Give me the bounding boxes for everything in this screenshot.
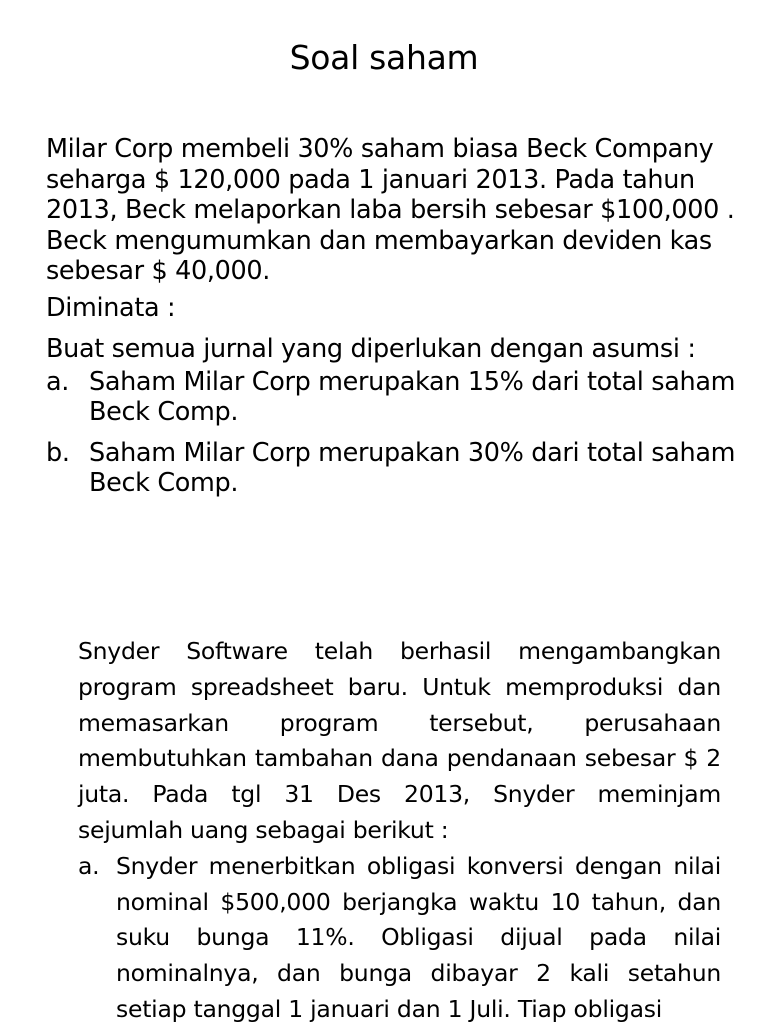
problem-one-intro: Milar Corp membeli 30% saham biasa Beck Company seharga $ 120,000 pada 1 januari 2013. Pada tahun 2013, Beck melaporkan laba bersih sebesar $100,000 . Beck mengumumkan dan membayarkan deviden kas sebesar $ 40,000. [46,134,735,286]
list-item-text: Saham Milar Corp merupakan 15% dari total saham Beck Comp. [89,366,736,427]
problem-one-section [46,134,746,509]
problem-one-instruction: Buat semua jurnal yang diperlukan dengan asumsi : [46,333,696,364]
problem-two-section [78,634,721,1028]
list-item-text: Saham Milar Corp merupakan 30% dari total saham Beck Comp. [89,437,736,498]
problem-two-intro: Snyder Software telah berhasil mengambangkan program spreadsheet baru. Untuk memproduksi dan memasarkan program tersebut, perusahaan membutuhkan tambahan dana pendanaan sebesar $ 2 juta. Pada tgl 31 Des 2013, Snyder meminjam sejumlah uang sebagai berikut : [78,637,721,844]
list-item-text: Snyder menerbitkan obligasi konversi dengan nilai nominal $500,000 berjangka waktu 10 tahun, dan suku bunga 11%. Obligasi dijual pada nilai nominalnya, dan bunga dibayar 2 kali setahun setiap tanggal 1 januari dan 1 Juli. Tiap obligasi [116,851,721,1023]
list-marker: a. [78,851,100,880]
list-marker: a. [46,366,70,397]
list-item [78,849,721,1028]
list-item [46,438,746,499]
asked-label: Diminata : [46,292,176,323]
page-title: Soal saham [289,38,479,77]
list-item [46,367,746,428]
list-marker: b. [46,437,70,468]
problem-one-list [46,367,746,499]
problem-two-list [78,849,721,1028]
